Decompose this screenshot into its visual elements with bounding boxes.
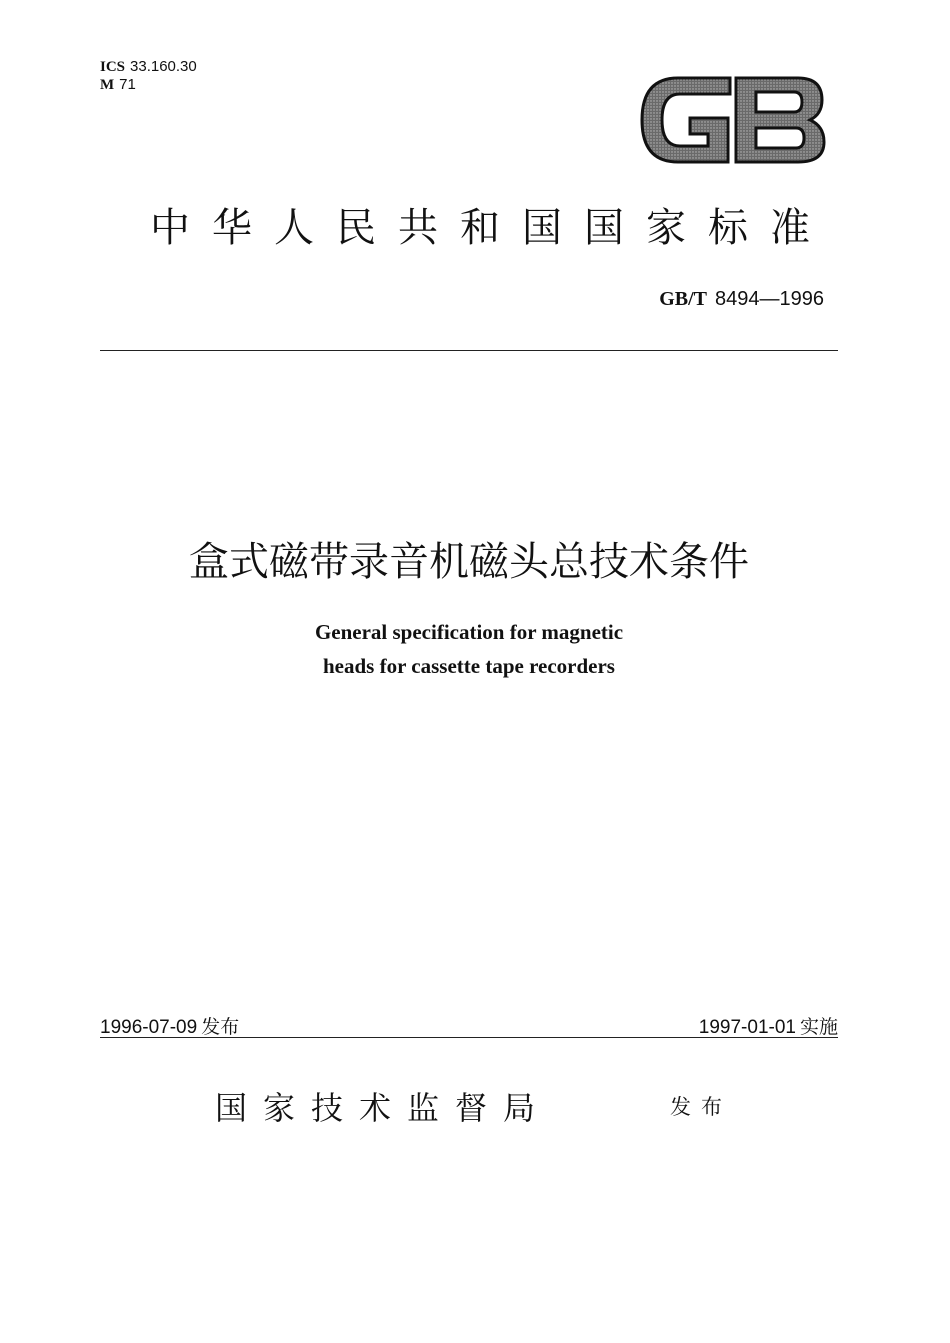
- document-title-en: [100, 615, 838, 683]
- logo-letter-g: [642, 78, 730, 162]
- release-label: 发布: [670, 1095, 732, 1119]
- ics-label: ICS: [100, 59, 126, 75]
- classification-codes: [100, 58, 197, 94]
- gb-logo: [638, 70, 826, 170]
- issue-date: 1996-07-09: [100, 1017, 198, 1038]
- document-title-en-line2: heads for cassette tape recorders: [323, 654, 615, 678]
- ccs-code: 71: [119, 76, 136, 93]
- implement-date: 1997-01-01: [698, 1017, 796, 1038]
- document-title-cn: 盒式磁带录音机磁头总技术条件: [189, 539, 749, 585]
- ccs-row: [100, 76, 197, 94]
- standard-number-prefix: GB/T: [659, 288, 708, 310]
- document-title-en-line1: General specification for magnetic: [314, 620, 624, 644]
- issuing-authority: 国家技术监督局: [215, 1089, 552, 1127]
- logo-letter-b: [736, 78, 824, 162]
- standard-number: [659, 286, 824, 311]
- footer-divider: [100, 1037, 838, 1038]
- national-standard-title: 中华人民共和国国家标准: [150, 205, 832, 251]
- implement-date-row: [699, 1012, 838, 1039]
- ccs-label: M: [100, 77, 115, 93]
- implement-label: 实施: [799, 1016, 838, 1038]
- ics-row: [100, 58, 197, 76]
- standard-number-value: 8494—1996: [715, 288, 824, 310]
- issue-label: 发布: [201, 1016, 240, 1038]
- header-divider: [100, 350, 838, 351]
- ics-code: 33.160.30: [130, 58, 197, 75]
- issue-date-row: [100, 1012, 239, 1039]
